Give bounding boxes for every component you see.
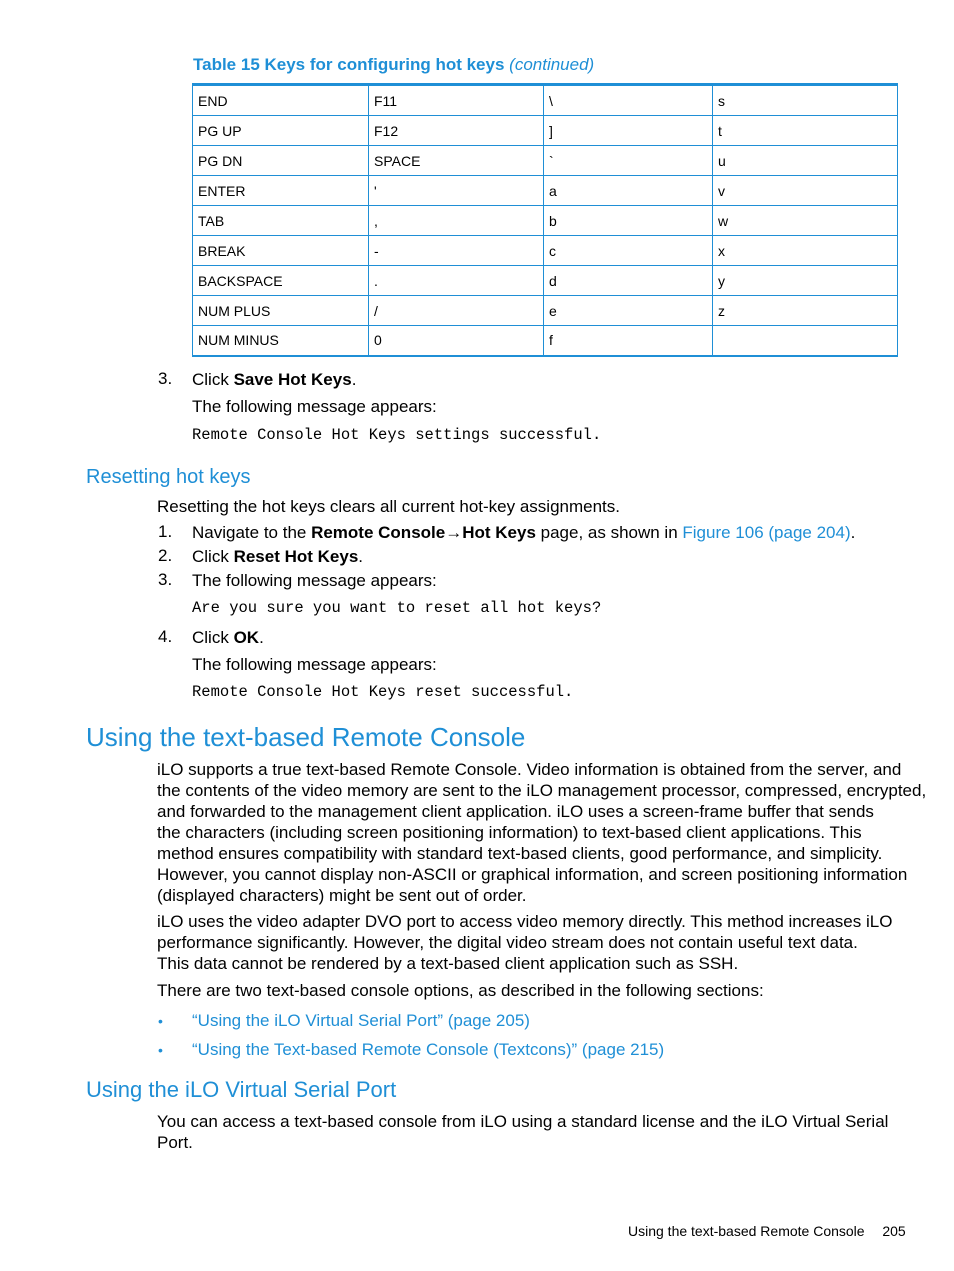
reset-step1-number: 1. (158, 522, 173, 541)
paragraph-line: performance significantly. However, the digital video stream does not contain useful text data. (157, 933, 858, 952)
table-row (193, 266, 898, 296)
paragraph-line: You can access a text-based console from iLO using a standard license and the iLO Virtual Serial (157, 1112, 889, 1131)
paragraph-line: (displayed characters) might be sent out of order. (157, 886, 527, 905)
reset-step2-pre: Click (192, 547, 234, 566)
table-cell: ENTER (193, 176, 369, 206)
save-step-number: 3. (158, 369, 173, 388)
table-cell: y (713, 266, 898, 296)
reset-confirm-message: Are you sure you want to reset all hot keys? (192, 599, 602, 617)
table-cell (713, 326, 898, 356)
virtual-serial-port-link[interactable]: “Using the iLO Virtual Serial Port” (page 205) (192, 1011, 530, 1030)
paragraph-line: However, you cannot display non-ASCII or graphical information, and screen positioning information (157, 865, 908, 884)
table-cell: SPACE (369, 146, 544, 176)
table-cell: NUM PLUS (193, 296, 369, 326)
reset-step3-text: The following message appears: (192, 571, 437, 590)
reset-step4-number: 4. (158, 627, 173, 646)
virtual-serial-heading: Using the iLO Virtual Serial Port (86, 1077, 397, 1102)
table-row (193, 296, 898, 326)
table-cell: w (713, 206, 898, 236)
table-caption (193, 55, 594, 75)
page-number: 205 (882, 1223, 906, 1239)
reset-step4-post: . (259, 628, 264, 647)
table-cell: b (544, 206, 713, 236)
save-step-pre: Click (192, 370, 234, 389)
reset-step1-text (192, 522, 855, 543)
table-cell: a (544, 176, 713, 206)
resetting-heading: Resetting hot keys (86, 466, 251, 488)
remote-console-label: Remote Console (311, 523, 446, 542)
table-row (193, 206, 898, 236)
reset-step1-mid: page, as shown in (535, 523, 683, 542)
text-console-paragraph-2 (157, 911, 892, 974)
table-cell: u (713, 146, 898, 176)
reset-success-message: Remote Console Hot Keys reset successful. (192, 683, 574, 701)
table-cell: TAB (193, 206, 369, 236)
figure-106-link[interactable]: Figure 106 (page 204) (682, 523, 851, 542)
hot-keys-label: Hot Keys (462, 523, 536, 542)
table-cell: 0 (369, 326, 544, 356)
table-cell: ` (544, 146, 713, 176)
paragraph-line: iLO supports a true text-based Remote Console. Video information is obtained from the server, and (157, 760, 902, 779)
paragraph-line: iLO uses the video adapter DVO port to access video memory directly. This method increases iLO (157, 912, 893, 931)
reset-hot-keys-label: Reset Hot Keys (233, 547, 359, 566)
table-cell: / (369, 296, 544, 326)
bullet-icon: • (158, 1042, 163, 1058)
table-row (193, 236, 898, 266)
reset-step1-pre: Navigate to the (192, 523, 312, 542)
paragraph-line: This data cannot be rendered by a text-based client application such as SSH. (157, 954, 739, 973)
table-row (193, 326, 898, 356)
reset-step2-number: 2. (158, 546, 173, 565)
reset-follow-text: The following message appears: (192, 655, 437, 674)
hot-keys-table (192, 83, 898, 357)
table-cell: BACKSPACE (193, 266, 369, 296)
table-row (193, 176, 898, 206)
save-follow-text: The following message appears: (192, 397, 437, 416)
reset-step3-number: 3. (158, 570, 173, 589)
table-caption-continued: (continued) (509, 55, 595, 74)
table-cell: d (544, 266, 713, 296)
reset-step1-post: . (850, 523, 856, 542)
table-row (193, 116, 898, 146)
table-cell: END (193, 85, 369, 116)
text-console-heading: Using the text-based Remote Console (86, 722, 526, 752)
reset-step2-text (192, 546, 363, 567)
table-cell: s (713, 85, 898, 116)
table-cell: t (713, 116, 898, 146)
table-cell: x (713, 236, 898, 266)
table-cell: z (713, 296, 898, 326)
table-cell: PG DN (193, 146, 369, 176)
save-hot-keys-label: Save Hot Keys (233, 370, 352, 389)
bullet-icon: • (158, 1013, 163, 1029)
footer-section-title: Using the text-based Remote Console (628, 1223, 865, 1239)
virtual-serial-paragraph (157, 1111, 888, 1153)
table-cell: NUM MINUS (193, 326, 369, 356)
resetting-intro: Resetting the hot keys clears all current hot-key assignments. (157, 497, 620, 516)
table-cell: ] (544, 116, 713, 146)
table-caption-title: Table 15 Keys for configuring hot keys (193, 55, 505, 74)
table-cell: BREAK (193, 236, 369, 266)
table-cell: v (713, 176, 898, 206)
save-step-post: . (351, 370, 357, 389)
table-cell: e (544, 296, 713, 326)
reset-step4-pre: Click (192, 628, 234, 647)
table-cell: c (544, 236, 713, 266)
table-cell: PG UP (193, 116, 369, 146)
text-console-paragraph-3: There are two text-based console options, as described in the following sections: (157, 981, 764, 1000)
paragraph-line: Port. (157, 1133, 193, 1152)
text-console-paragraph-1 (157, 759, 926, 906)
save-step-text (192, 369, 356, 390)
table-cell: , (369, 206, 544, 236)
ok-label: OK (233, 628, 260, 647)
reset-step4-text (192, 627, 264, 648)
paragraph-line: the characters (including screen positioning information) to text-based client applications. This (157, 823, 862, 842)
table-cell: . (369, 266, 544, 296)
table-cell: ' (369, 176, 544, 206)
table-cell: F12 (369, 116, 544, 146)
table-cell: F11 (369, 85, 544, 116)
reset-step2-post: . (358, 547, 364, 566)
page-footer (628, 1223, 906, 1239)
paragraph-line: method ensures compatibility with standard text-based clients, good performance, and simplicity. (157, 844, 883, 863)
textcons-link[interactable]: “Using the Text-based Remote Console (Textcons)” (page 215) (192, 1040, 665, 1059)
arrow-icon: → (445, 523, 463, 542)
table-cell: f (544, 326, 713, 356)
table-cell: - (369, 236, 544, 266)
table-cell: \ (544, 85, 713, 116)
table-row (193, 85, 898, 116)
paragraph-line: and forwarded to the management client application. iLO uses a screen-frame buffer that sends (157, 802, 874, 821)
paragraph-line: the contents of the video memory are sent to the iLO management processor, compressed, encrypted, (157, 781, 927, 800)
save-message: Remote Console Hot Keys settings successful. (192, 426, 602, 444)
table-row (193, 146, 898, 176)
